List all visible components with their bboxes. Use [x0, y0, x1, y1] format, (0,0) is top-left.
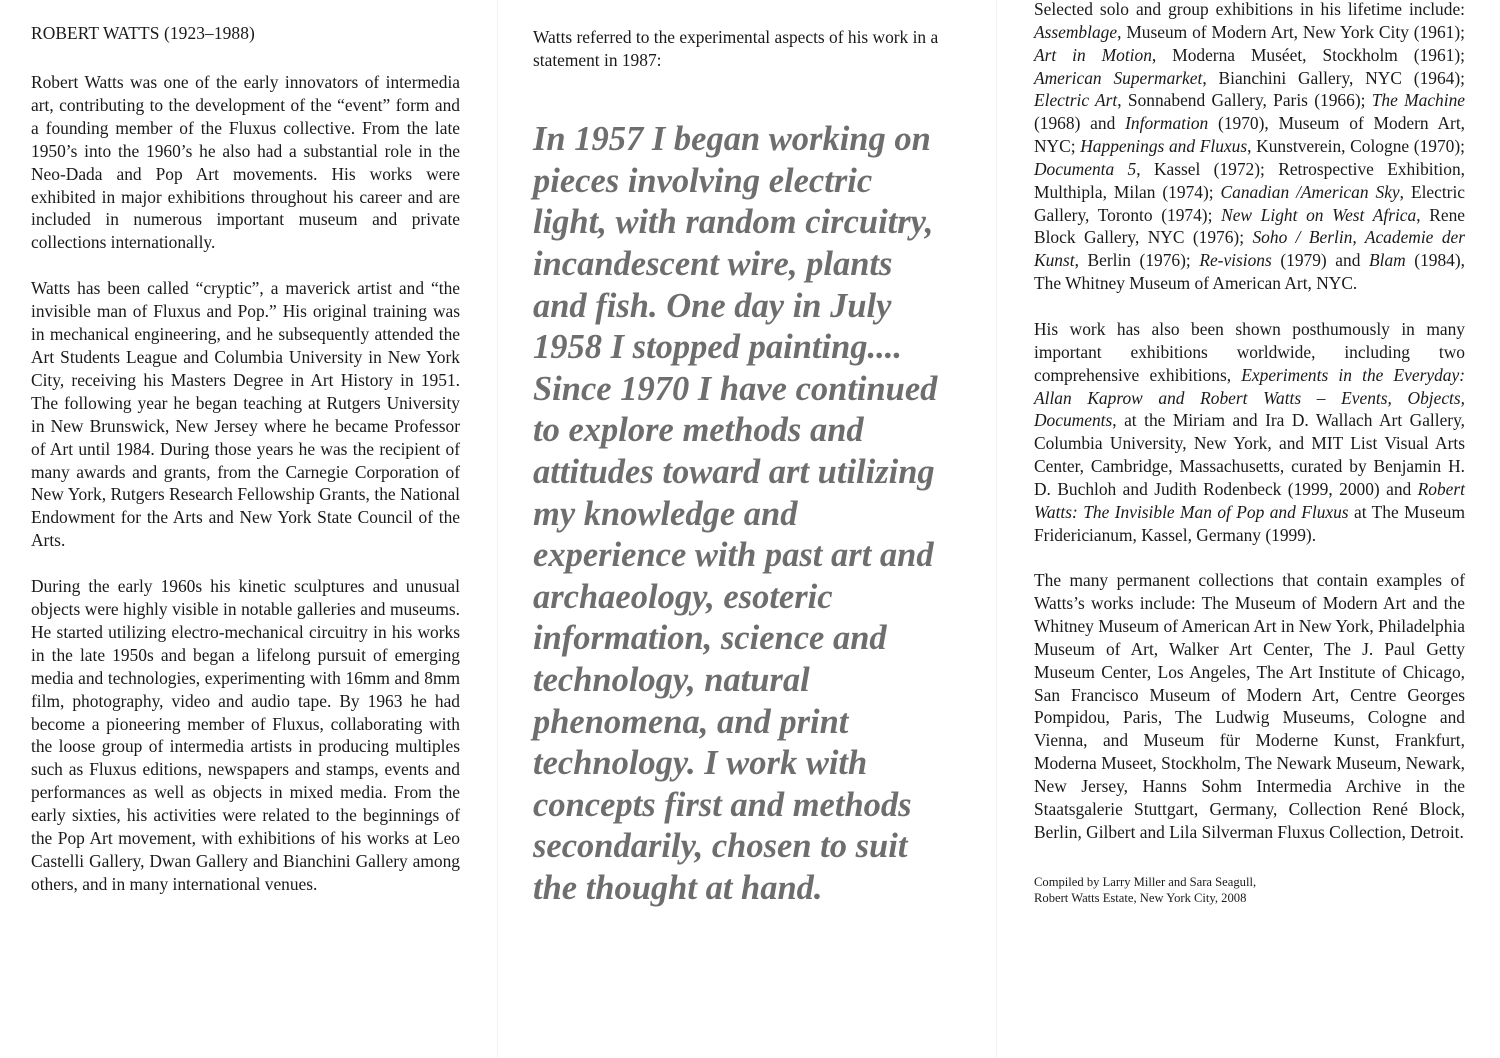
quote-line: pieces involving electric: [533, 161, 873, 200]
exhibitions-paragraph: [1034, 0, 1465, 295]
middle-panel: [533, 26, 973, 909]
panel-fold-right: [996, 0, 997, 1058]
italic-title: American Supermarket: [1034, 67, 1203, 88]
left-panel: [31, 22, 460, 919]
credit-note: [1034, 874, 1465, 908]
quote-line: attitudes toward art utilizing: [533, 452, 935, 491]
right-panel: [1034, 0, 1465, 907]
italic-title: Canadian /American Sky: [1220, 181, 1400, 202]
quote-line: secondarily, chosen to suit: [533, 827, 908, 866]
quote-line: experience with past art and: [533, 536, 934, 575]
text-run: , Kassel (1972); Retrospective Exhibition, Multhipla, Milan (1974);: [1034, 158, 1465, 202]
text-run: , Sonnabend Gallery, Paris (1966);: [1117, 90, 1372, 111]
italic-title: Electric Art: [1034, 90, 1118, 111]
text-run: , Moderna Muséet, Stockholm (1961);: [1151, 44, 1465, 65]
text-run: , at the Miriam and Ira D. Wallach Art Gallery, Columbia University, New York, and MIT List Visual Arts Center, Cambridge, Massachusetts, curated by Benjamin H. D. Buchloh and Judith Rodenbeck (1999, 2000) and: [1034, 410, 1465, 499]
text-run: at The Museum Fridericianum, Kassel, Germany (1999).: [1034, 501, 1466, 545]
page-title: ROBERT WATTS (1923–1988): [31, 23, 255, 43]
italic-title: Happenings and Fluxus: [1080, 136, 1248, 157]
text-run: His work has also been shown posthumously in many important exhibitions worldwide, including two comprehensive exhibitions,: [1034, 318, 1465, 385]
bio-paragraph-1960s: During the early 1960s his kinetic sculptures and unusual objects were highly visible in notable galleries and museums. He started utilizing electro-mechanical circuitry in his works in the late 1950s and began a lifelong pursuit of emerging media and technologies, experimenting with 16mm and 8mm film, photography, video and audio tape. By 1963 he had become a pioneering member of Fluxus, collaborating with the loose group of intermedia artists in producing multiples such as Fluxus editions, newspapers and stamps, events and performances as well as objects in mixed media. From the early sixties, his activities were related to the beginnings of the Pop Art movement, with exhibitions of his works at Leo Castelli Gallery, Dwan Gallery and Bianchini Gallery among others, and in many international venues.: [31, 576, 460, 894]
italic-title: Blam: [1368, 250, 1406, 271]
credit-line-estate: Robert Watts Estate, New York City, 2008: [1034, 891, 1247, 906]
italic-title: Soho / Berlin, Academie der Kunst: [1034, 227, 1465, 271]
italic-title: Documenta 5: [1034, 158, 1137, 179]
text-run: , Berlin (1976);: [1074, 250, 1200, 271]
italic-title: Experiments in the Everyday: Allan Kaprow and Robert Watts – Events, Objects, Documents: [1034, 364, 1465, 431]
quote-line: archaeology, esoteric: [533, 577, 833, 616]
panel-fold-left: [497, 0, 498, 1058]
bio-paragraph-training: Watts has been called “cryptic”, a maverick artist and “the invisible man of Fluxus and Pop.” His original training was in mechanical engineering, and he subsequently attended the Art Students League and Columbia University in New York City, receiving his Masters Degree in Art History in 1951. The following year he began teaching at Rutgers University in New Brunswick, New Jersey where he became Professor of Art until 1984. During those years he was the recipient of many awards and grants, from the Carnegie Corporation of New York, Rutgers Research Fellowship Grants, the National Endowment for the Arts and New York State Council of the Arts.: [31, 278, 460, 551]
quote-line: concepts first and methods: [533, 785, 912, 824]
italic-title: The Machine: [1371, 90, 1465, 111]
collections-paragraph: The many permanent collections that contain examples of Watts’s works include: The Museum of Modern Art and the Whitney Museum of American Art in New York, Philadelphia Museum of Art, Walker Art Center, The J. Paul Getty Museum Center, Los Angeles, The Art Institute of Chicago, San Francisco Museum of Modern Art, Centre Georges Pompidou, Paris, The Ludwig Museums, Cologne and Vienna, and Museum für Moderne Kunst, Frankfurt, Moderna Museet, Stockholm, The Newark Museum, Newark, New Jersey, Hanns Sohm Intermedia Archive in the Staatsgalerie Stuttgart, Germany, Collection René Block, Berlin, Gilbert and Lila Silverman Fluxus Collection, Detroit.: [1034, 570, 1465, 842]
italic-title: Art in Motion: [1034, 44, 1152, 65]
quote-line: incandescent wire, plants: [533, 244, 893, 283]
quote-intro: Watts referred to the experimental aspects of his work in a statement in 1987:: [533, 27, 939, 70]
quote-line: information, science and: [533, 619, 887, 658]
text-run: , Kunstverein, Cologne (1970);: [1247, 136, 1465, 157]
artist-statement-quote: [533, 119, 973, 909]
quote-line: Since 1970 I have continued: [533, 369, 938, 408]
quote-line: to explore methods and: [533, 411, 864, 450]
text-run: (1970), Museum of Modern Art, NYC;: [1034, 113, 1466, 157]
text-run: Selected solo and group exhibitions in his lifetime include:: [1034, 0, 1465, 19]
quote-line: phenomena, and print: [533, 702, 849, 741]
quote-line: technology. I work with: [533, 744, 868, 783]
credit-line-compiled: Compiled by Larry Miller and Sara Seagull,: [1034, 874, 1257, 889]
quote-line: my knowledge and: [533, 494, 798, 533]
text-run: , Museum of Modern Art, New York City (1961);: [1117, 21, 1465, 42]
bio-paragraph-intro: Robert Watts was one of the early innovators of intermedia art, contributing to the development of the “event” form and a founding member of the Fluxus collective. From the late 1950’s into the 1960’s he also had a substantial role in the Neo-Dada and Pop Art movements. His works were exhibited in major exhibitions throughout his career and are included in numerous important museum and private collections internationally.: [31, 72, 460, 253]
italic-title: New Light on West Africa: [1221, 204, 1417, 225]
text-run: , Rene Block Gallery, NYC (1976);: [1034, 204, 1465, 248]
posthumous-paragraph: [1034, 318, 1465, 546]
quote-line: In 1957 I began working on: [533, 120, 931, 159]
quote-line: the thought at hand.: [533, 868, 823, 907]
quote-line: 1958 I stopped painting....: [533, 328, 903, 367]
quote-line: and fish. One day in July: [533, 286, 892, 325]
text-run: , Bianchini Gallery, NYC (1964);: [1202, 67, 1465, 88]
text-run: , Electric Gallery, Toronto (1974);: [1034, 181, 1466, 225]
text-run: (1984), The Whitney Museum of American Art, NYC.: [1034, 250, 1465, 294]
italic-title: Assemblage: [1034, 21, 1118, 42]
italic-title: Re-visions: [1199, 250, 1272, 271]
italic-title: Robert Watts: The Invisible Man of Pop and Fluxus: [1034, 478, 1465, 522]
quote-line: technology, natural: [533, 660, 810, 699]
text-run: (1968) and: [1034, 113, 1126, 134]
text-run: (1979) and: [1271, 250, 1369, 271]
quote-line: light, with random circuitry,: [533, 203, 934, 242]
italic-title: Information: [1125, 113, 1209, 134]
